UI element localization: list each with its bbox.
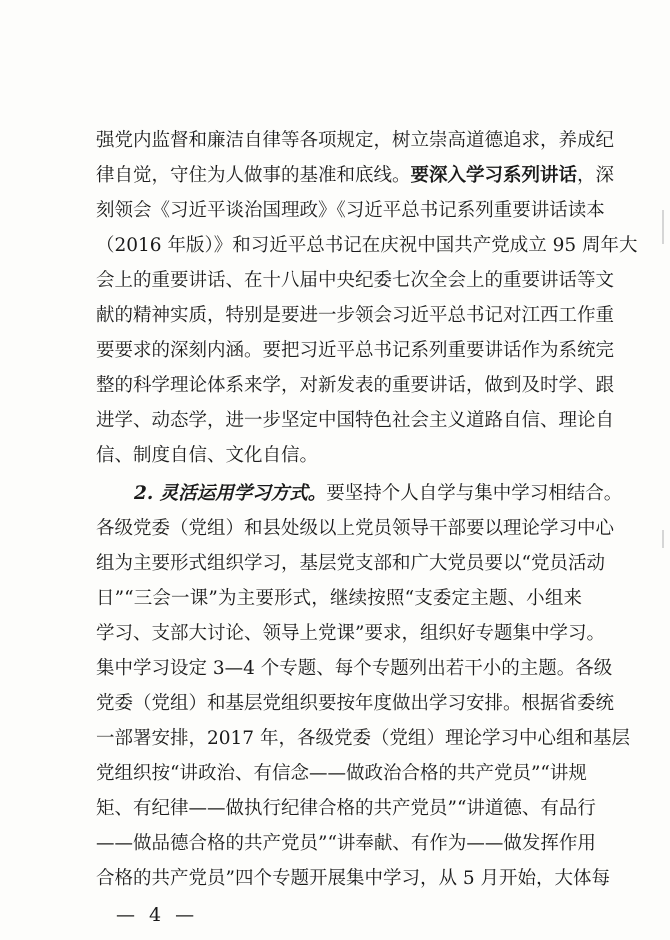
text-line: 进学、动态学，进一步坚定中国特色社会主义道路自信、理论自: [96, 410, 615, 431]
text-line: 各级党委（党组）和县处级以上党员领导干部要以理论学习中心: [96, 518, 615, 539]
text-line: 强党内监督和廉洁自律等各项规定，树立崇高道德追求，养成纪: [96, 130, 615, 151]
text-line: 组为主要形式组织学习，基层党支部和广大党员要以“党员活动: [96, 553, 605, 574]
text-line: 整的科学理论体系来学，对新发表的重要讲话，做到及时学、跟: [96, 375, 615, 396]
text-line: 学习、支部大讨论、领导上党课”要求，组织好专题集中学习。: [96, 623, 605, 644]
text-line: 刻领会《习近平谈治国理政》《习近平总书记系列重要讲话读本: [96, 200, 605, 221]
scan-edge-mark: [662, 530, 664, 548]
text-line: 信、制度自信、文化自信。: [96, 445, 319, 466]
text-line: 律自觉，守住为人做事的基准和底线。要深入学习系列讲话，深: [96, 165, 615, 186]
text-line: 矩、有纪律——做执行纪律合格的共产党员”“讲道德、有品行: [96, 798, 596, 819]
text-line: 会上的重要讲话、在十八届中央纪委七次全会上的重要讲话等文: [96, 270, 615, 291]
text-line: 党组织按“讲政治、有信念——做政治合格的共产党员”“讲规: [96, 763, 587, 784]
text-line: 日”“三会一课”为主要形式，继续按照“支委定主题、小组来: [96, 588, 582, 609]
section-heading-line: 2. 灵活运用学习方式。要坚持个人自学与集中学习相结合。: [134, 483, 623, 504]
text-line: 要要求的深刻内涵。要把习近平总书记系列重要讲话作为系统完: [96, 340, 615, 361]
text-line: （2016 年版）》和习近平总书记在庆祝中国共产党成立 95 周年大: [96, 235, 638, 256]
text-line: 献的精神实质，特别是要进一步领会习近平总书记对江西工作重: [96, 305, 615, 326]
section-heading: 2. 灵活运用学习方式。: [134, 483, 327, 504]
text-line: 党委（党组）和基层党组织要按年度做出学习安排。根据省委统: [96, 693, 615, 714]
page-number: — 4 —: [116, 904, 199, 926]
text-line: 合格的共产党员”四个专题开展集中学习，从 5 月开始，大体每: [96, 868, 610, 889]
emphasis-heading: 要深入学习系列讲话: [410, 165, 578, 186]
text-line: ——做品德合格的共产党员”“讲奉献、有作为——做发挥作用: [96, 833, 596, 854]
scan-edge-mark: [662, 210, 664, 244]
text-line: 集中学习设定 3—4 个专题、每个专题列出若干小的主题。各级: [96, 658, 613, 679]
text-line: 一部署安排，2017 年，各级党委（党组）理论学习中心组和基层: [96, 728, 630, 749]
